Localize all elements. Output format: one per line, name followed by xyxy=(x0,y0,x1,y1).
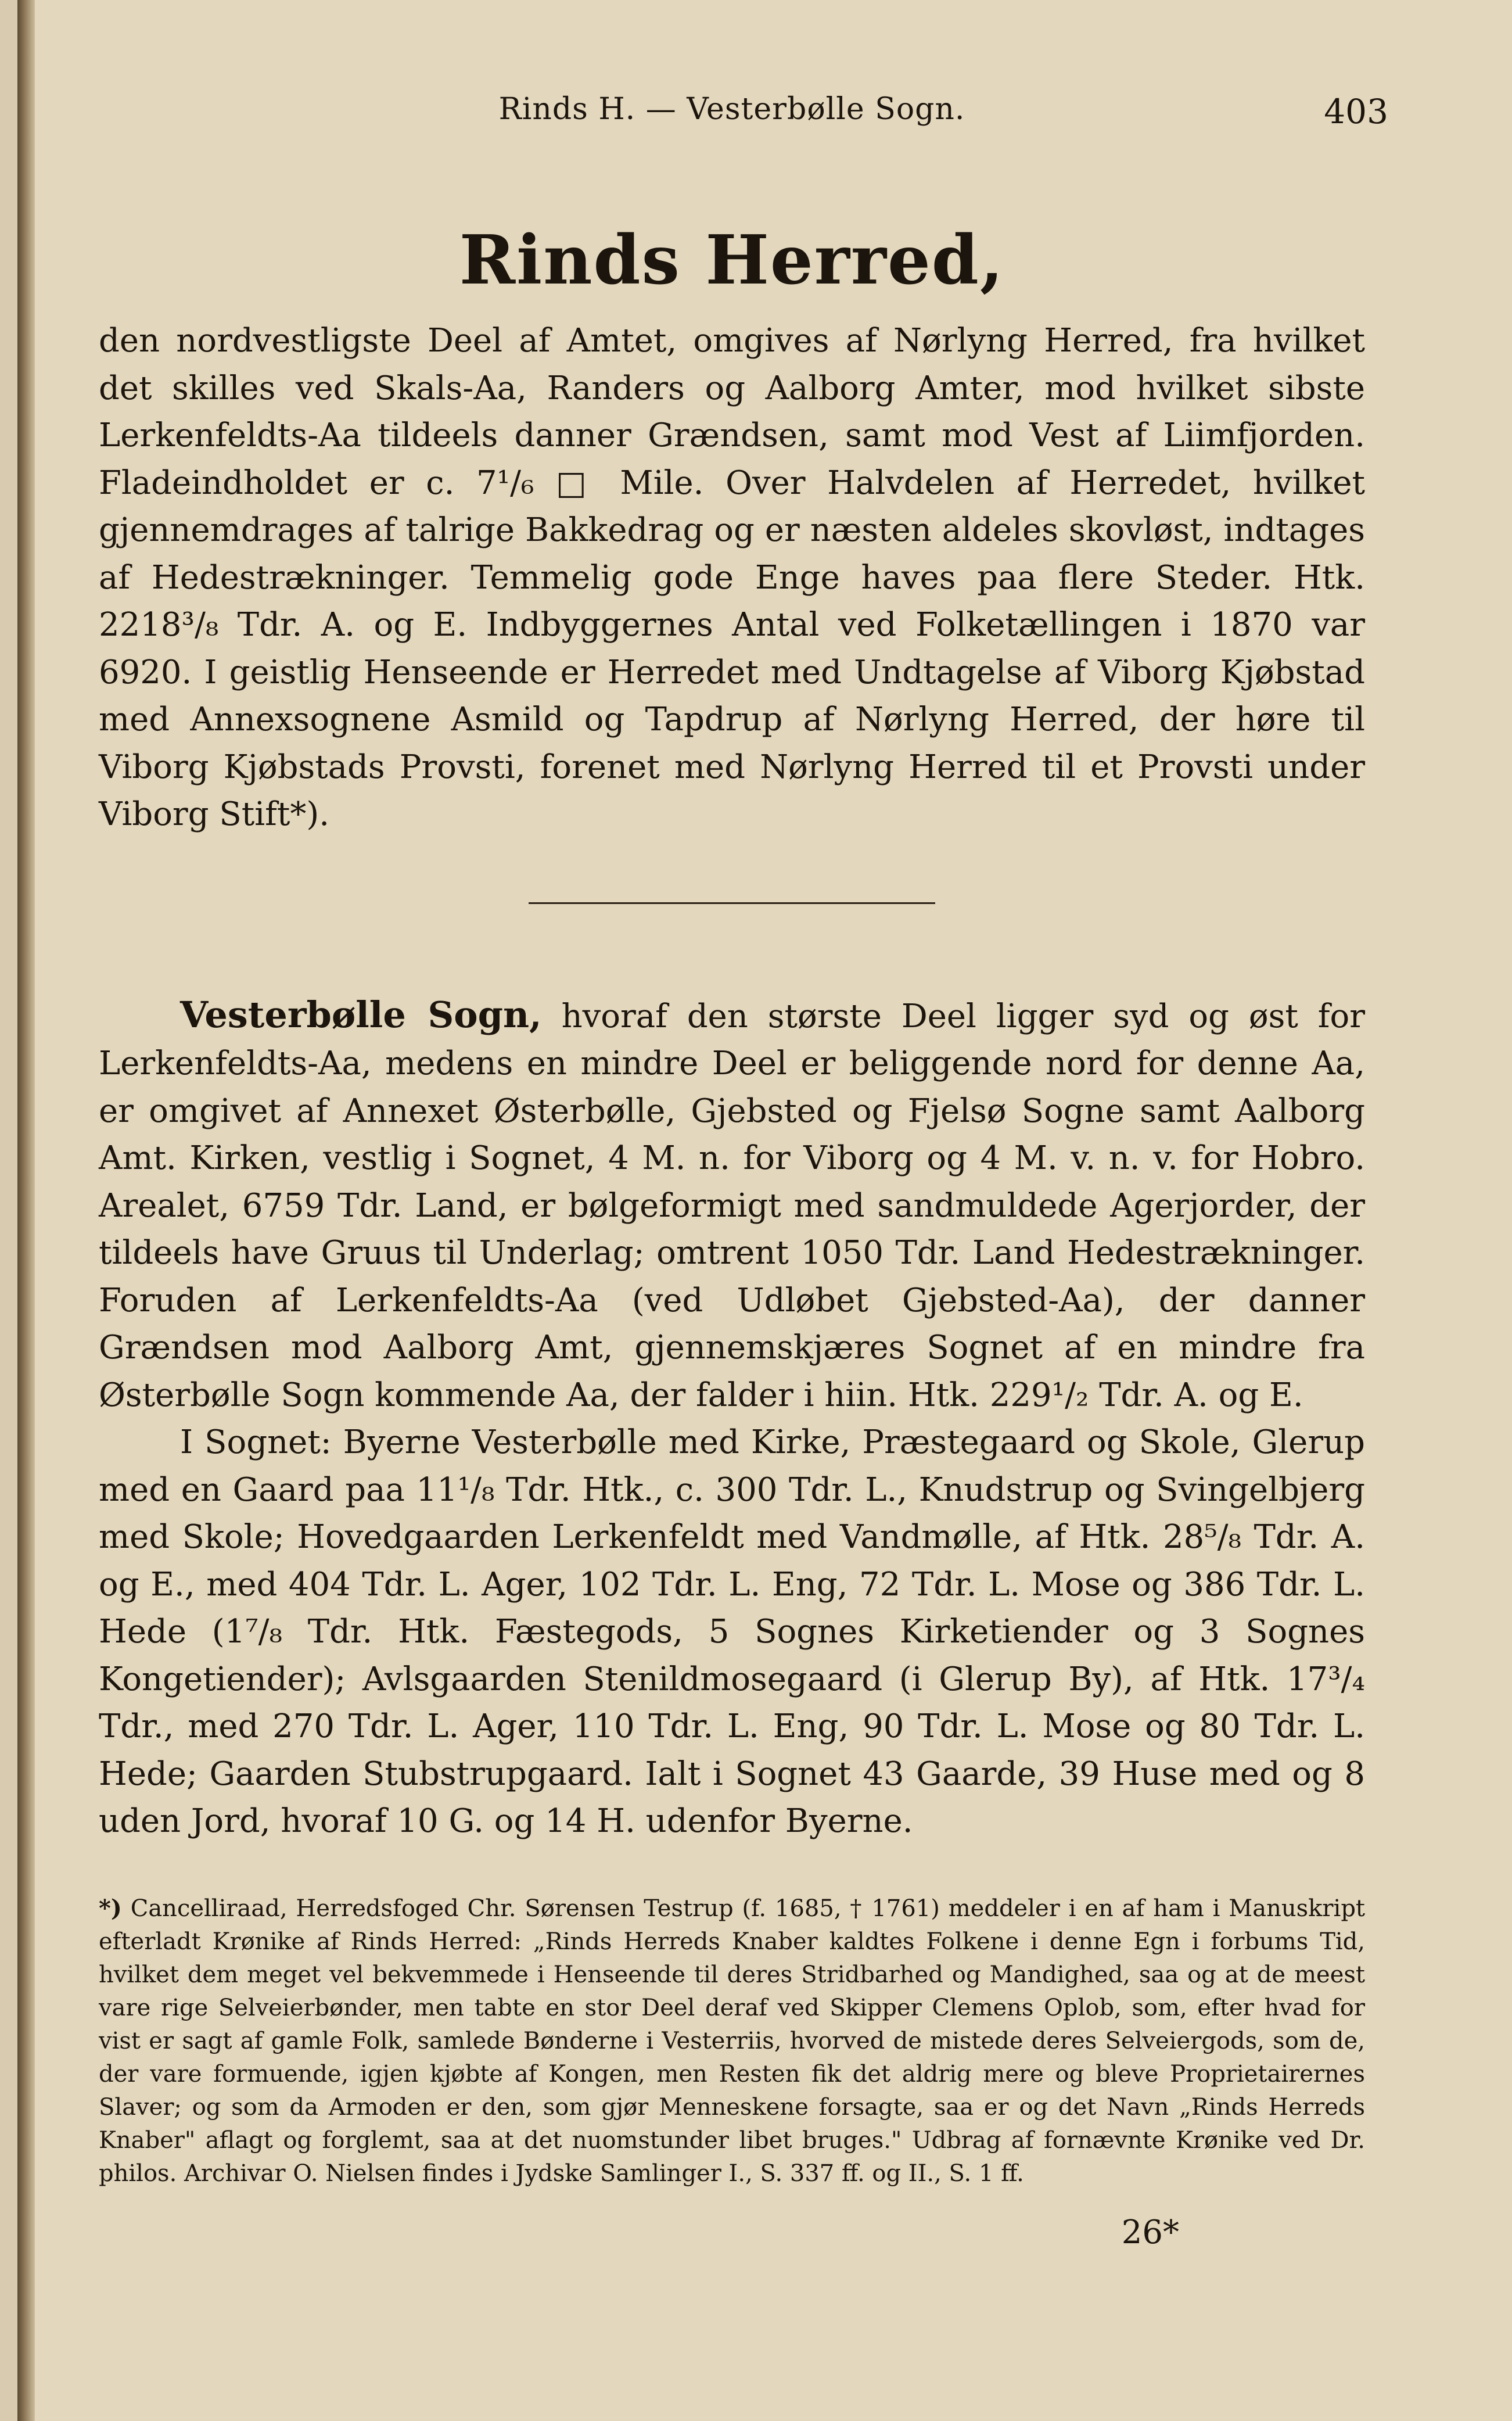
parish-name: Vesterbølle Sogn, xyxy=(180,993,542,1036)
section-heading: Rinds Herred, xyxy=(459,221,1005,300)
page-number: 403 xyxy=(1324,92,1388,131)
parish-contents-paragraph: I Sognet: Byerne Vesterbølle med Kirke, Præstegaard og Skole, Glerup med en Gaard paa 11¹/₈ Tdr. Htk., c. 300 Tdr. L., Knudstrup og Svingelbjerg med Skole; Hovedgaarden Lerkenfeldt med Vandmølle, af Htk. 28⁵/₈ Tdr. A. og E., med 404 Tdr. L. Ager, 102 Tdr. L. Eng, 72 Tdr. L. Mose og 386 Tdr. L. Hede (1⁷/₈ Tdr. Htk. Fæstegods, 5 Sognes Kirketiender og 3 Sognes Kongetiender); Avlsgaarden Stenildmosegaard (i Glerup By), af Htk. 17³/₄ Tdr., med 270 Tdr. L. Ager, 110 Tdr. L. Eng, 90 Tdr. L. Mose og 80 Tdr. L. Hede; Gaarden Stubstrupgaard. Ialt i Sognet 43 Gaarde, 39 Huse med og 8 uden Jord, hvoraf 10 G. og 14 H. udenfor Byerne. xyxy=(99,1423,1365,1840)
footnote-mark: *) xyxy=(99,1894,122,1922)
page-content xyxy=(99,87,1388,2251)
footnote xyxy=(99,1892,1365,2190)
running-title: Rinds H. — Vesterbølle Sogn. xyxy=(498,92,965,127)
parish-paragraph xyxy=(99,991,1365,1419)
section-intro-paragraph: den nordvestligste Deel af Amtet, omgives af Nørlyng Herred, fra hvilket det skilles ved Skals-Aa, Randers og Aalborg Amter, mod hvilket sibste Lerkenfeldts-Aa tildeels danner Grændsen, samt mod Vest af Liimfjorden. Fladeindholdet er c. 7¹/₆ □ Mile. Over Halvdelen af Herredet, hvilket gjennemdrages af talrige Bakkedrag og er næsten aldeles skovløst, indtages af Hedestrækninger. Temmelig gode Enge haves paa flere Steder. Htk. 2218³/₈ Tdr. A. og E. Indbyggernes Antal ved Folketællingen i 1870 var 6920. I geistlig Henseende er Herredet med Undtagelse af Viborg Kjøbstad med Annexsognene Asmild og Tapdrup af Nørlyng Herred, der høre til Viborg Kjøbstads Provsti, forenet med Nørlyng Herred til et Provsti under Viborg Stift*). xyxy=(99,322,1365,833)
book-page xyxy=(17,0,1512,2421)
signature-mark: 26* xyxy=(1121,2213,1179,2251)
running-head xyxy=(99,87,1388,134)
page-binding-edge xyxy=(17,0,35,2421)
section-divider xyxy=(529,902,935,904)
footnote-text: Cancelliraad, Herredsfoged Chr. Sørensen Testrup (f. 1685, † 1761) meddeler i en af ham i Manuskript efterladt Krønike af Rinds Herred: „Rinds Herreds Knaber kaldtes Folkene i denne Egn i forbums Tid, hvilket dem meget vel bekvemmede i Henseende til deres Stridbarhed og Mandighed, saa og at de meest vare rige Selveierbønder, men tabte en stor Deel deraf ved Skipper Clemens Oplob, som, efter hvad for vist er sagt af gamle Folk, samlede Bønderne i Vesterriis, hvorved de mistede deres Selveiergods, som de, der vare formuende, igjen kjøbte af Kongen, men Resten fik det aldrig mere og bleve Proprietairernes Slaver; og som da Armoden er den, som gjør Menneskene forsagte, saa er og det Navn „Rinds Herreds Knaber" aflagt og forglemt, saa at det nuomstunder libet bruges." Udbrag af fornævnte Krønike ved Dr. philos. Archivar O. Nielsen findes i Jydske Samlinger I., S. 337 ff. og II., S. 1 ff. xyxy=(99,1895,1365,2187)
parish-description: hvoraf den største Deel ligger syd og øst for Lerkenfeldts-Aa, medens en mindre Deel er beliggende nord for denne Aa, er omgivet af Annexet Østerbølle, Gjebsted og Fjelsø Sogne samt Aalborg Amt. Kirken, vestlig i Sognet, 4 M. n. for Viborg og 4 M. v. n. v. for Hobro. Arealet, 6759 Tdr. Land, er bølgeformigt med sandmuldede Agerjorder, der tildeels have Gruus til Underlag; omtrent 1050 Tdr. Land Hedestrækninger. Foruden af Lerkenfeldts-Aa (ved Udløbet Gjebsted-Aa), der danner Grændsen mod Aalborg Amt, gjennemskjæres Sognet af en mindre fra Østerbølle Sogn kommende Aa, der falder i hiin. Htk. 229¹/₂ Tdr. A. og E. xyxy=(99,997,1366,1414)
